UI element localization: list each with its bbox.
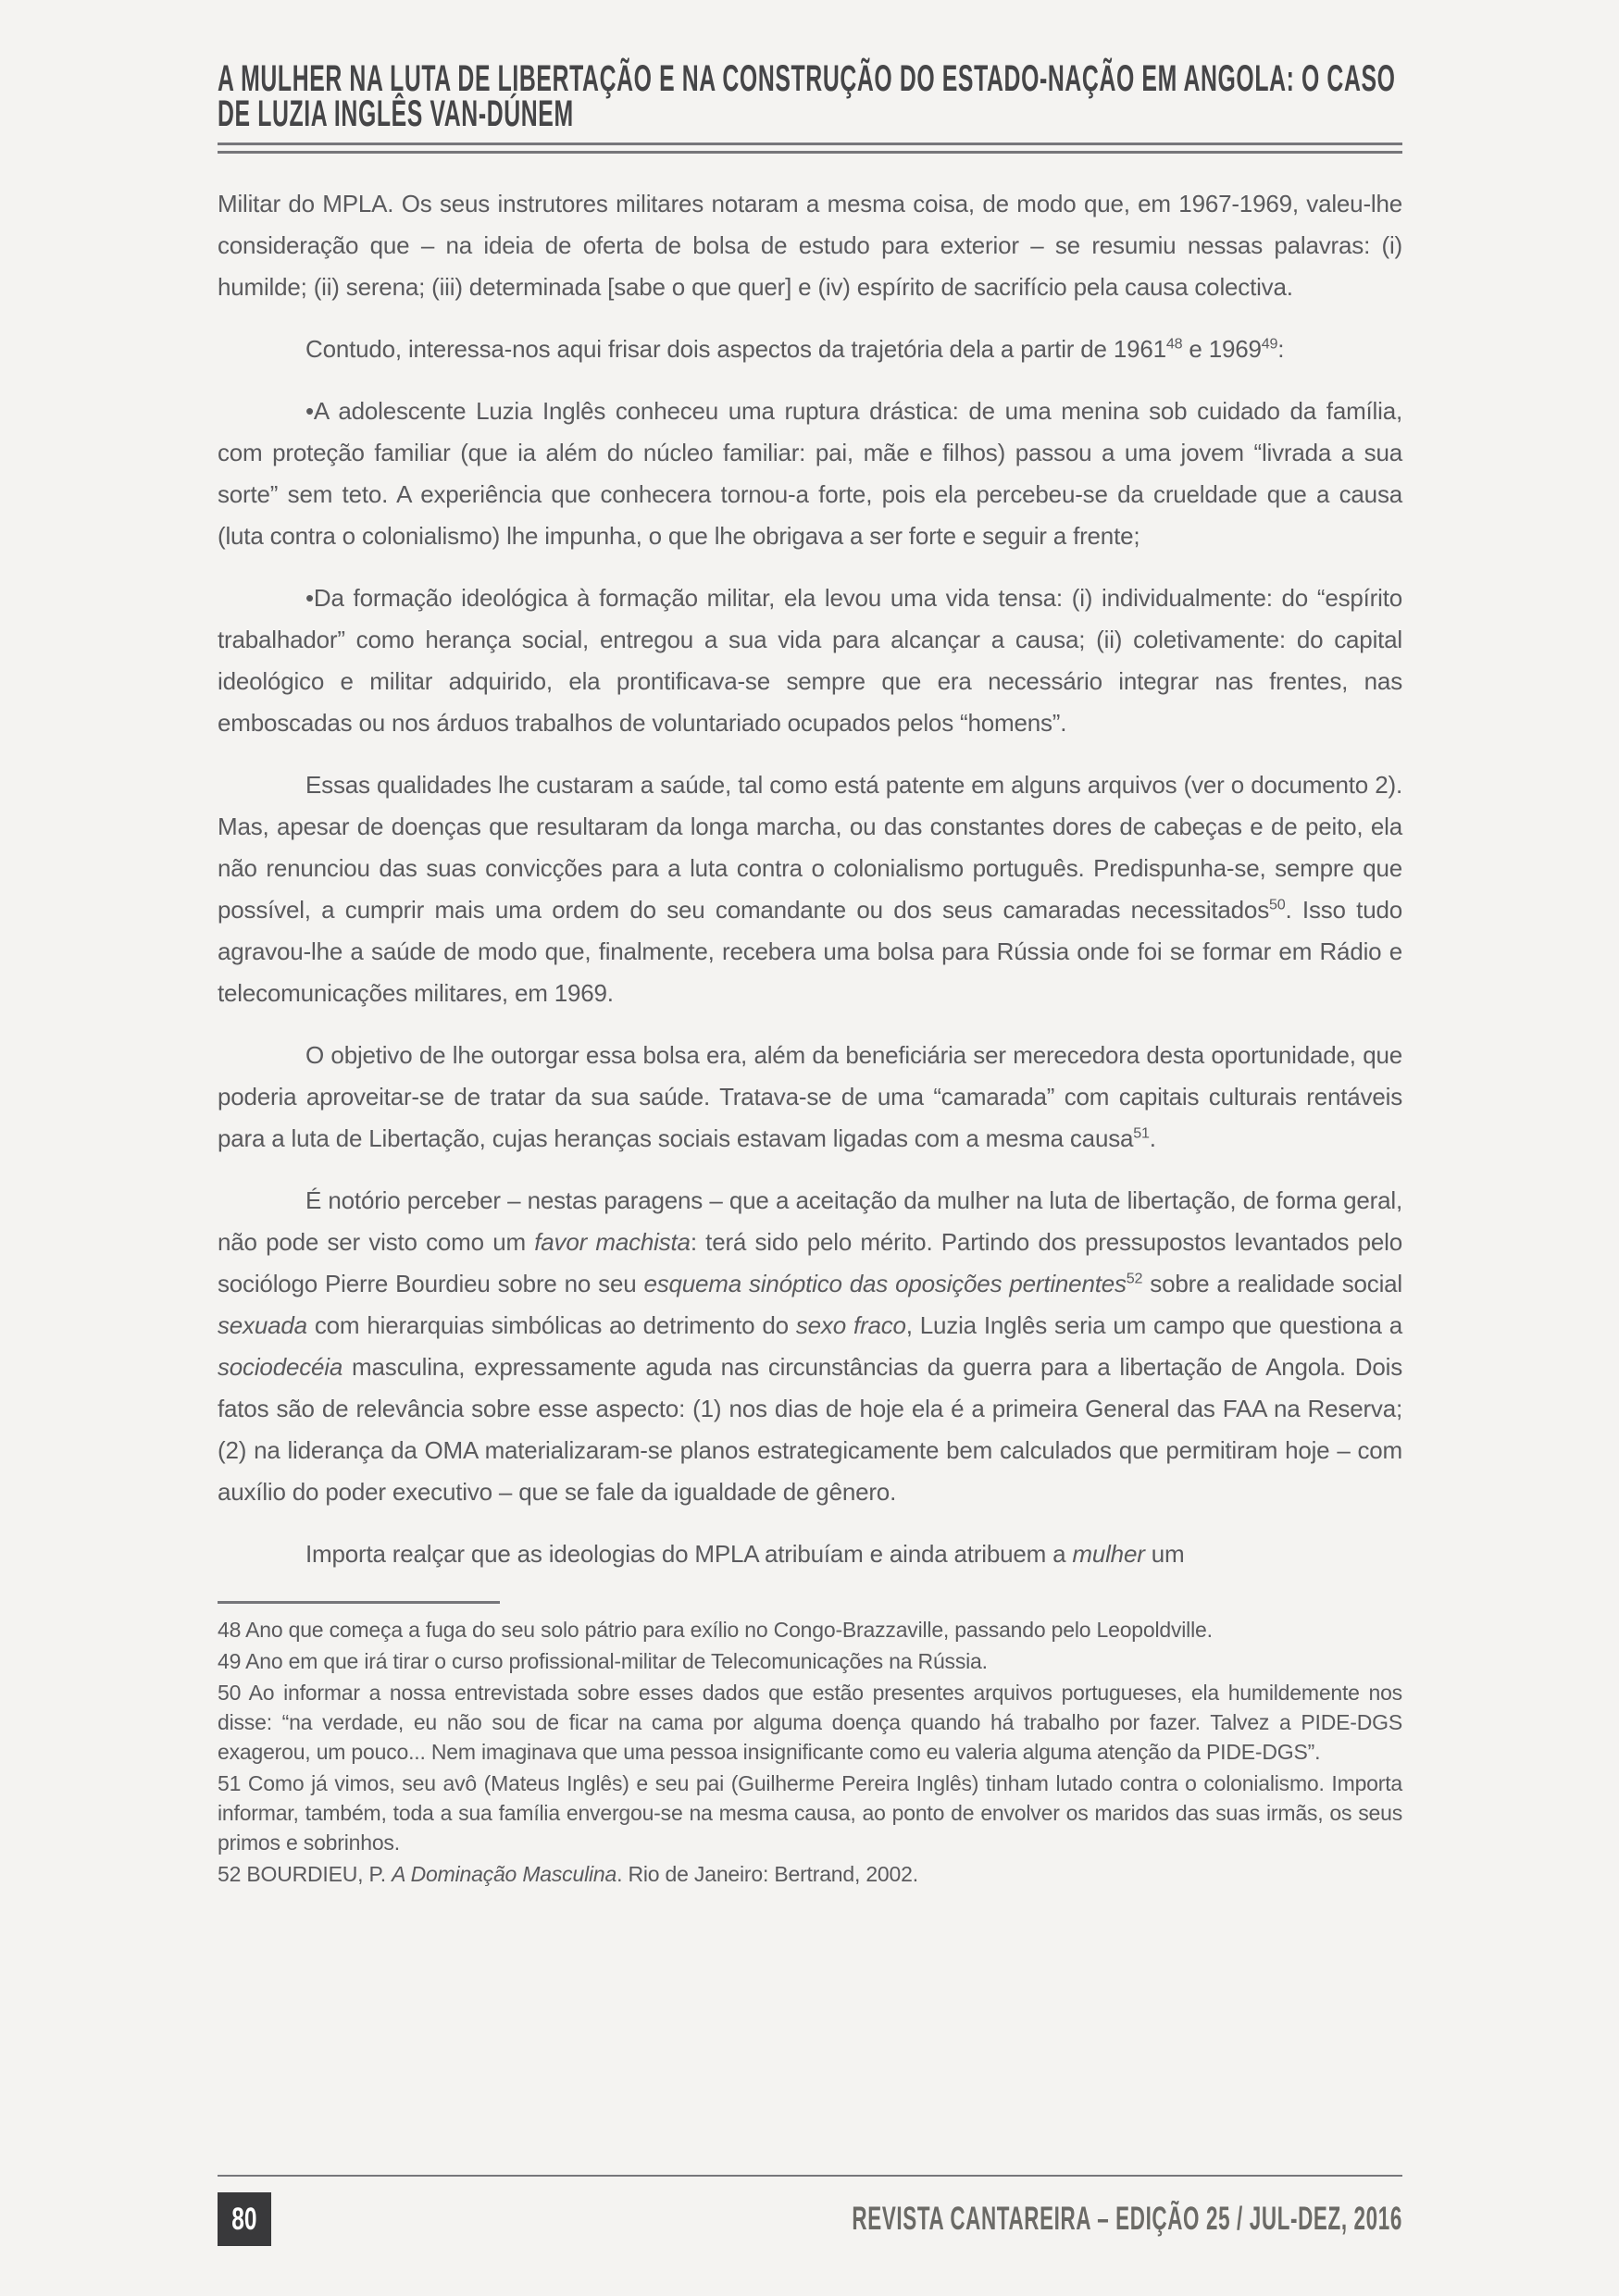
paragraph: •A adolescente Luzia Inglês conheceu uma ruptura drástica: de uma menina sob cuidado da família, com proteção familiar (que ia além do núcleo familiar: pai, mãe e filhos) passou a uma jovem “livrada a sua sorte” sem teto. A experiência que conhecera tornou-a forte, pois ela percebeu-se da crueldade que a causa (luta contra o colonialismo) lhe impunha, o que lhe obrigava a ser forte e seguir a frente; bbox=[218, 397, 1402, 550]
paragraph: •Da formação ideológica à formação militar, ela levou uma vida tensa: (i) individualmente: do “espírito trabalhador” como herança social, entregou a sua vida para alcançar a causa; (ii) coletivamente: do capital ideológico e militar adquirido, ela prontificava-se sempre que era necessário integrar nas frentes, nas emboscadas ou nos árduos trabalhos de voluntariado ocupados pelos “homens”. bbox=[218, 584, 1402, 737]
paragraph: Militar do MPLA. Os seus instrutores militares notaram a mesma coisa, de modo que, em 1967-1969, valeu-lhe consideração que – na ideia de oferta de bolsa de estudo para exterior – se resumiu nessas palavras: (i) humilde; (ii) serena; (iii) determinada [sabe o que quer] e (iv) espírito de sacrifício pela causa colectiva. bbox=[218, 190, 1402, 301]
footnote: 50 Ao informar a nossa entrevistada sobre esses dados que estão presentes arquivos portugueses, ela humildemente nos disse: “na verdade, eu não sou de ficar na cama por alguma doença quando há trabalho por fazer. Talvez a PIDE-DGS exagerou, um pouco... Nem imaginava que uma pessoa insignificante como eu valeria alguma atenção da PIDE-DGS”. bbox=[218, 1681, 1402, 1764]
header-double-rule bbox=[218, 143, 1402, 154]
page-number: 80 bbox=[231, 2201, 257, 2237]
footer-rule bbox=[218, 2175, 1402, 2177]
footer-row bbox=[218, 2192, 1402, 2246]
paragraph: O objetivo de lhe outorgar essa bolsa era, além da beneficiária ser merecedora desta oportunidade, que poderia aproveitar-se de tratar da sua saúde. Tratava-se de uma “camarada” com capitais culturais rentáveis para a luta de Libertação, cujas heranças sociais estavam ligadas com a mesma causa$^{51}$. bbox=[218, 1041, 1402, 1152]
footnotes-list bbox=[218, 1615, 1402, 1889]
paragraph: Essas qualidades lhe custaram a saúde, tal como está patente em alguns arquivos (ver o documento 2). Mas, apesar de doenças que resultaram da longa marcha, ou das constantes dores de cabeças e de peito, ela não renunciou das suas convicções para a luta contra o colonialismo português. Predispunha-se, sempre que possível, a cumprir mais uma ordem do seu comandante ou dos seus camaradas necessitados$^{50}$. Isso tudo agravou-lhe a saúde de modo que, finalmente, recebera uma bolsa para Rússia onde foi se formar em Rádio e telecomunicações militares, em 1969. bbox=[218, 771, 1402, 1007]
paragraph: É notório perceber – nestas paragens – que a aceitação da mulher na luta de libertação, de forma geral, não pode ser visto como um favor machista: terá sido pelo mérito. Partindo dos pressupostos levantados pelo sociólogo Pierre Bourdieu sobre no seu esquema sinóptico das oposições pertinentes$^{52}$ sobre a realidade social sexuada com hierarquias simbólicas ao detrimento do sexo fraco, Luzia Inglês seria um campo que questiona a sociodecéia masculina, expressamente aguda nas circunstâncias da guerra para a libertação de Angola. Dois fatos são de relevância sobre esse aspecto: (1) nos dias de hoje ela é a primeira General das FAA na Reserva; (2) na liderança da OMA materializaram-se planos estrategicamente bem calculados que permitiram hoje – com auxílio do poder executivo – que se fale da igualdade de gênero. bbox=[218, 1186, 1403, 1506]
footnote: 51 Como já vimos, seu avô (Mateus Inglês) e seu pai (Guilherme Pereira Inglês) tinham lutado contra o colonialismo. Importa informar, também, toda a sua família envergou-se na mesma causa, ao ponto de envolver os maridos das suas irmãs, os seus primos e sobrinhos. bbox=[218, 1771, 1402, 1855]
page-title bbox=[218, 58, 1402, 134]
paragraph: Importa realçar que as ideologias do MPLA atribuíam e ainda atribuem a mulher um bbox=[305, 1540, 1185, 1568]
page-header bbox=[218, 0, 1402, 154]
page-content bbox=[218, 0, 1402, 1891]
footnote-separator-rule bbox=[218, 1601, 500, 1604]
journal-edition-label: REVISTA CANTAREIRA – EDIÇÃO 25 / JUL-DEZ, 2016 bbox=[852, 2201, 1402, 2237]
body-paragraphs bbox=[218, 183, 1402, 1575]
page-title-line-1: A MULHER NA LUTA DE LIBERTAÇÃO E NA CONSTRUÇÃO DO ESTADO-NAÇÃO EM ANGOLA: O CASO bbox=[218, 58, 1396, 99]
footnote: 49 Ano em que irá tirar o curso profissional-militar de Telecomunicações na Rússia. bbox=[218, 1649, 988, 1673]
page-number-badge bbox=[218, 2192, 271, 2246]
footnote: 48 Ano que começa a fuga do seu solo pátrio para exílio no Congo-Brazzaville, passando pelo Leopoldville. bbox=[218, 1618, 1213, 1642]
footnote: 52 BOURDIEU, P. A Dominação Masculina. Rio de Janeiro: Bertrand, 2002. bbox=[218, 1862, 918, 1886]
page-footer bbox=[218, 2175, 1402, 2246]
paragraph: Contudo, interessa-nos aqui frisar dois aspectos da trajetória dela a partir de 1961$^{48}$ e 1969$^{49}$: bbox=[305, 335, 1285, 363]
page-title-line-2: DE LUZIA INGLÊS VAN-DÚNEM bbox=[218, 93, 574, 134]
